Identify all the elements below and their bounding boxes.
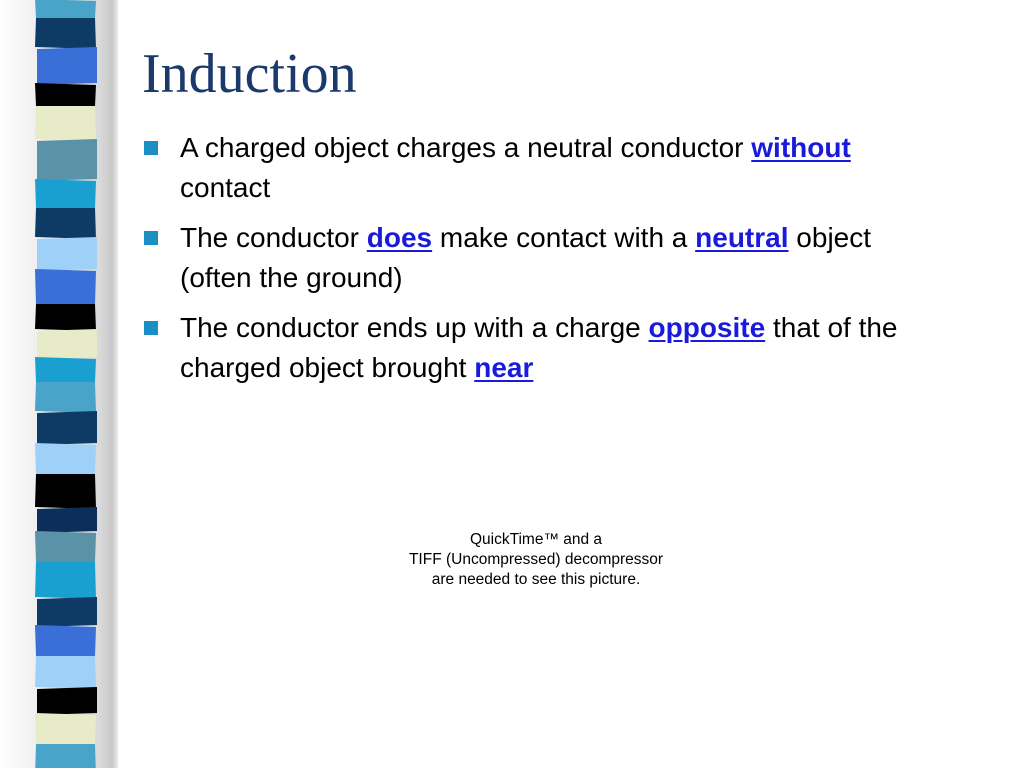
keyword-link-opposite[interactable]: opposite xyxy=(648,312,766,343)
square-bullet-icon xyxy=(144,231,158,245)
stripe-block xyxy=(35,744,96,768)
slide-title: Induction xyxy=(142,43,357,105)
keyword-link-without[interactable]: without xyxy=(751,132,851,163)
bullet-text: contact xyxy=(180,172,271,203)
stripe-block xyxy=(35,625,96,656)
stripe-block xyxy=(35,83,96,106)
square-bullet-icon xyxy=(144,321,158,335)
stripe-block xyxy=(35,179,96,208)
stripe-block xyxy=(35,357,96,382)
stripe-block xyxy=(35,474,96,509)
stripe-block xyxy=(35,443,96,474)
stripe-block xyxy=(35,18,96,49)
keyword-link-does[interactable]: does xyxy=(366,222,433,253)
stripe-block xyxy=(35,208,96,239)
bullet-list xyxy=(144,128,924,398)
stripe-graphic xyxy=(34,0,98,768)
stripe-block xyxy=(35,106,96,141)
stripe-block xyxy=(35,304,96,331)
decorative-color-stripe xyxy=(34,0,98,768)
keyword-link-neutral[interactable]: neutral xyxy=(695,222,789,253)
square-bullet-icon xyxy=(144,141,158,155)
stripe-block xyxy=(35,656,96,689)
bullet-text: make contact with a xyxy=(432,222,696,253)
stripe-block xyxy=(35,713,96,744)
stripe-block xyxy=(35,562,96,599)
placeholder-line-2: TIFF (Uncompressed) decompressor xyxy=(408,551,664,568)
bullet-text: that of the charged object brought xyxy=(180,312,898,383)
keyword-link-near[interactable]: near xyxy=(474,352,534,383)
bullet-text: The conductor xyxy=(180,222,367,253)
stripe-block xyxy=(35,531,96,562)
bullet-item-1 xyxy=(144,128,924,208)
stripe-block xyxy=(37,507,97,533)
stripe-block xyxy=(35,0,96,18)
bullet-text: object (often the ground) xyxy=(180,222,872,293)
stripe-block xyxy=(35,382,96,413)
stripe-block xyxy=(37,237,97,271)
stripe-block xyxy=(37,411,97,445)
bullet-text: The conductor ends up with a charge xyxy=(180,312,649,343)
stripe-block xyxy=(35,269,96,304)
missing-image-placeholder xyxy=(336,530,736,590)
placeholder-line-3: are needed to see this picture. xyxy=(431,571,641,588)
placeholder-line-1: QuickTime™ and a xyxy=(469,531,603,548)
bullet-item-3 xyxy=(144,308,924,388)
stripe-block xyxy=(37,47,97,85)
stripe-block xyxy=(37,687,97,715)
stripe-block xyxy=(37,139,97,181)
stripe-block xyxy=(37,597,97,627)
bullet-item-2 xyxy=(144,218,924,298)
bullet-text: A charged object charges a neutral conductor xyxy=(180,132,752,163)
stripe-block xyxy=(37,329,97,359)
